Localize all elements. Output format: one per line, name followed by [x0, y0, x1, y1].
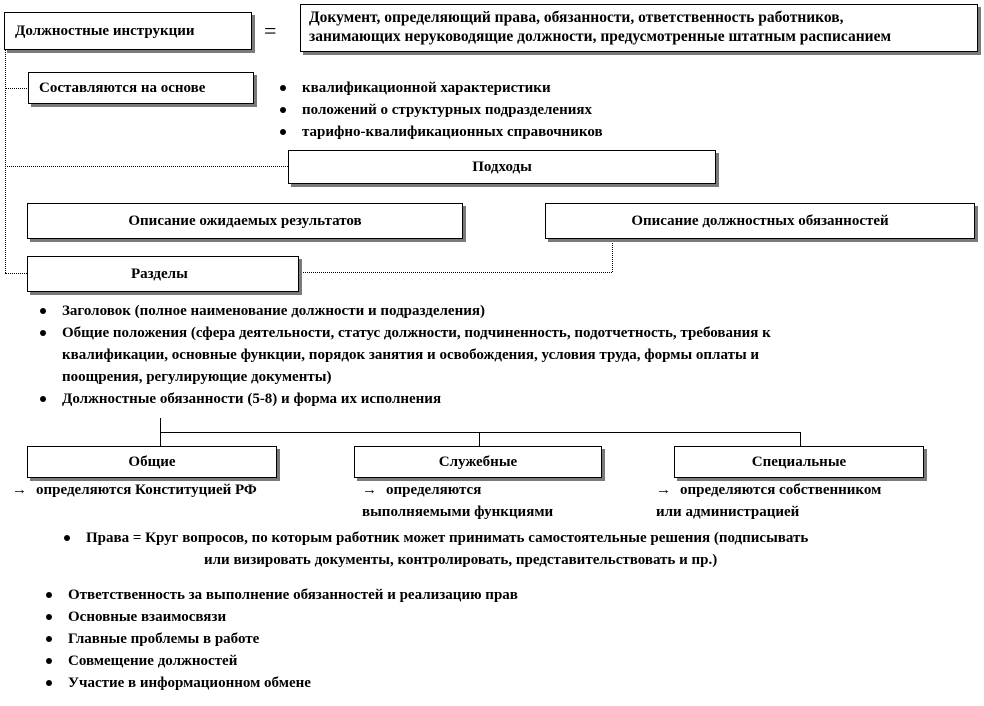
arrow-icon: → [12, 482, 27, 498]
list-item: Участие в информационном обмене [40, 672, 518, 694]
term-label: Должностные инструкции [15, 22, 195, 39]
list-item: Общие положения (сфера деятельности, статус должности, подчиненность, подотчетность, требования к [34, 322, 771, 344]
connector-sections [5, 273, 27, 274]
rights-line: Права = Круг вопросов, по которым работник может принимать самостоятельные решения (подписывать [58, 527, 808, 549]
equals-sign: = [264, 18, 277, 43]
approach-duties-box [545, 203, 975, 239]
list-item: Главные проблемы в работе [40, 628, 518, 650]
arrow-icon: → [656, 482, 671, 498]
type-desc-line: определяются [386, 482, 482, 498]
connector-duties-down [612, 240, 613, 272]
type-label: Специальные [751, 453, 847, 470]
tree-branch-general [160, 432, 161, 446]
list-item: Ответственность за выполнение обязанностей и реализацию прав [40, 584, 518, 606]
type-service-desc [362, 479, 553, 523]
basis-label: Составляются на основе [39, 79, 206, 96]
type-desc-line: определяются Конституцией РФ [36, 482, 257, 498]
list-item: положений о структурных подразделениях [274, 99, 603, 121]
tree-stem [160, 418, 161, 432]
left-connector-line [5, 49, 6, 273]
tree-branch-service [479, 432, 480, 446]
type-general-box [27, 446, 277, 478]
approach-duties-label: Описание должностных обязанностей [631, 212, 889, 229]
definition-line: Документ, определяющий права, обязанности, ответственность работников, [309, 9, 844, 26]
list-item: Заголовок (полное наименование должности и подразделения) [34, 300, 771, 322]
type-service-box [354, 446, 602, 478]
type-desc-line: выполняемыми функциями [362, 504, 554, 520]
approach-results-label: Описание ожидаемых результатов [128, 212, 362, 229]
connector-approaches [5, 166, 288, 167]
type-label: Общие [128, 453, 176, 470]
type-general-desc [12, 479, 257, 501]
tree-bar [160, 432, 800, 433]
definition-box [300, 4, 978, 52]
type-desc-line: определяются собственником [680, 482, 882, 498]
sections-list [34, 300, 771, 410]
rights-list [58, 527, 808, 549]
sections-label: Разделы [131, 265, 188, 282]
sections-box [27, 256, 299, 292]
connector-duties-sections [300, 272, 612, 273]
list-item: тарифно-квалификационных справочников [274, 121, 603, 143]
approaches-box [288, 150, 716, 184]
tree-branch-special [800, 432, 801, 446]
approaches-label: Подходы [472, 158, 532, 175]
connector-basis [5, 88, 27, 89]
type-special-desc [656, 479, 881, 523]
basis-list [274, 77, 603, 143]
list-item: квалификации, основные функции, порядок занятия и освобождения, условия труда, формы оплаты и [62, 347, 760, 363]
list-item: Основные взаимосвязи [40, 606, 518, 628]
definition-line: занимающих неруководящие должности, предусмотренные штатным расписанием [309, 28, 892, 45]
type-label: Служебные [438, 453, 518, 470]
final-list [40, 584, 518, 694]
rights-line-cont: или визировать документы, контролировать, представительствовать и пр.) [204, 552, 718, 568]
basis-box [28, 72, 254, 104]
list-item: Должностные обязанности (5-8) и форма их исполнения [34, 388, 771, 410]
term-box [4, 12, 252, 50]
type-desc-line: или администрацией [656, 504, 800, 520]
list-item: Совмещение должностей [40, 650, 518, 672]
approach-results-box [27, 203, 463, 239]
list-item: квалификационной характеристики [274, 77, 603, 99]
type-special-box [674, 446, 924, 478]
arrow-icon: → [362, 482, 377, 498]
list-item: поощрения, регулирующие документы) [62, 369, 332, 385]
